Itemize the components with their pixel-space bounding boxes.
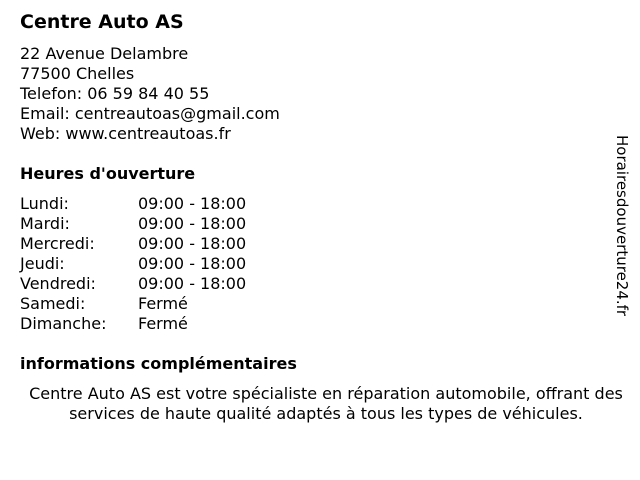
day-label: Dimanche: <box>20 314 107 333</box>
day-label: Lundi: <box>20 194 69 213</box>
day-hours: 09:00 - 18:00 <box>138 254 247 273</box>
day-label: Mercredi: <box>20 234 95 253</box>
day-label: Jeudi: <box>20 254 65 273</box>
day-hours: 09:00 - 18:00 <box>138 274 247 293</box>
watermark-text: Horairesdouverture24.fr <box>613 135 631 317</box>
additional-info-heading: informations complémentaires <box>20 354 297 373</box>
email-address: Email: centreautoas@gmail.com <box>20 104 280 123</box>
business-name: Centre Auto AS <box>20 11 184 33</box>
opening-hours-heading: Heures d'ouverture <box>20 164 196 183</box>
day-hours: Fermé <box>138 294 188 313</box>
phone-number: Telefon: 06 59 84 40 55 <box>20 84 210 103</box>
address-city: 77500 Chelles <box>20 64 135 83</box>
business-description: Centre Auto AS est votre spécialiste en réparation automobile, offrant des services de haute qualité adaptés à tous les types de véhicules. <box>29 384 623 423</box>
contact-block <box>20 44 280 144</box>
day-label: Vendredi: <box>20 274 96 293</box>
website: Web: www.centreautoas.fr <box>20 124 231 143</box>
vertical-watermark <box>612 135 632 345</box>
day-hours: 09:00 - 18:00 <box>138 234 247 253</box>
day-label: Samedi: <box>20 294 86 313</box>
day-hours: 09:00 - 18:00 <box>138 194 247 213</box>
day-hours: 09:00 - 18:00 <box>138 214 247 233</box>
address-street: 22 Avenue Delambre <box>20 44 189 63</box>
day-label: Mardi: <box>20 214 70 233</box>
day-hours: Fermé <box>138 314 188 333</box>
